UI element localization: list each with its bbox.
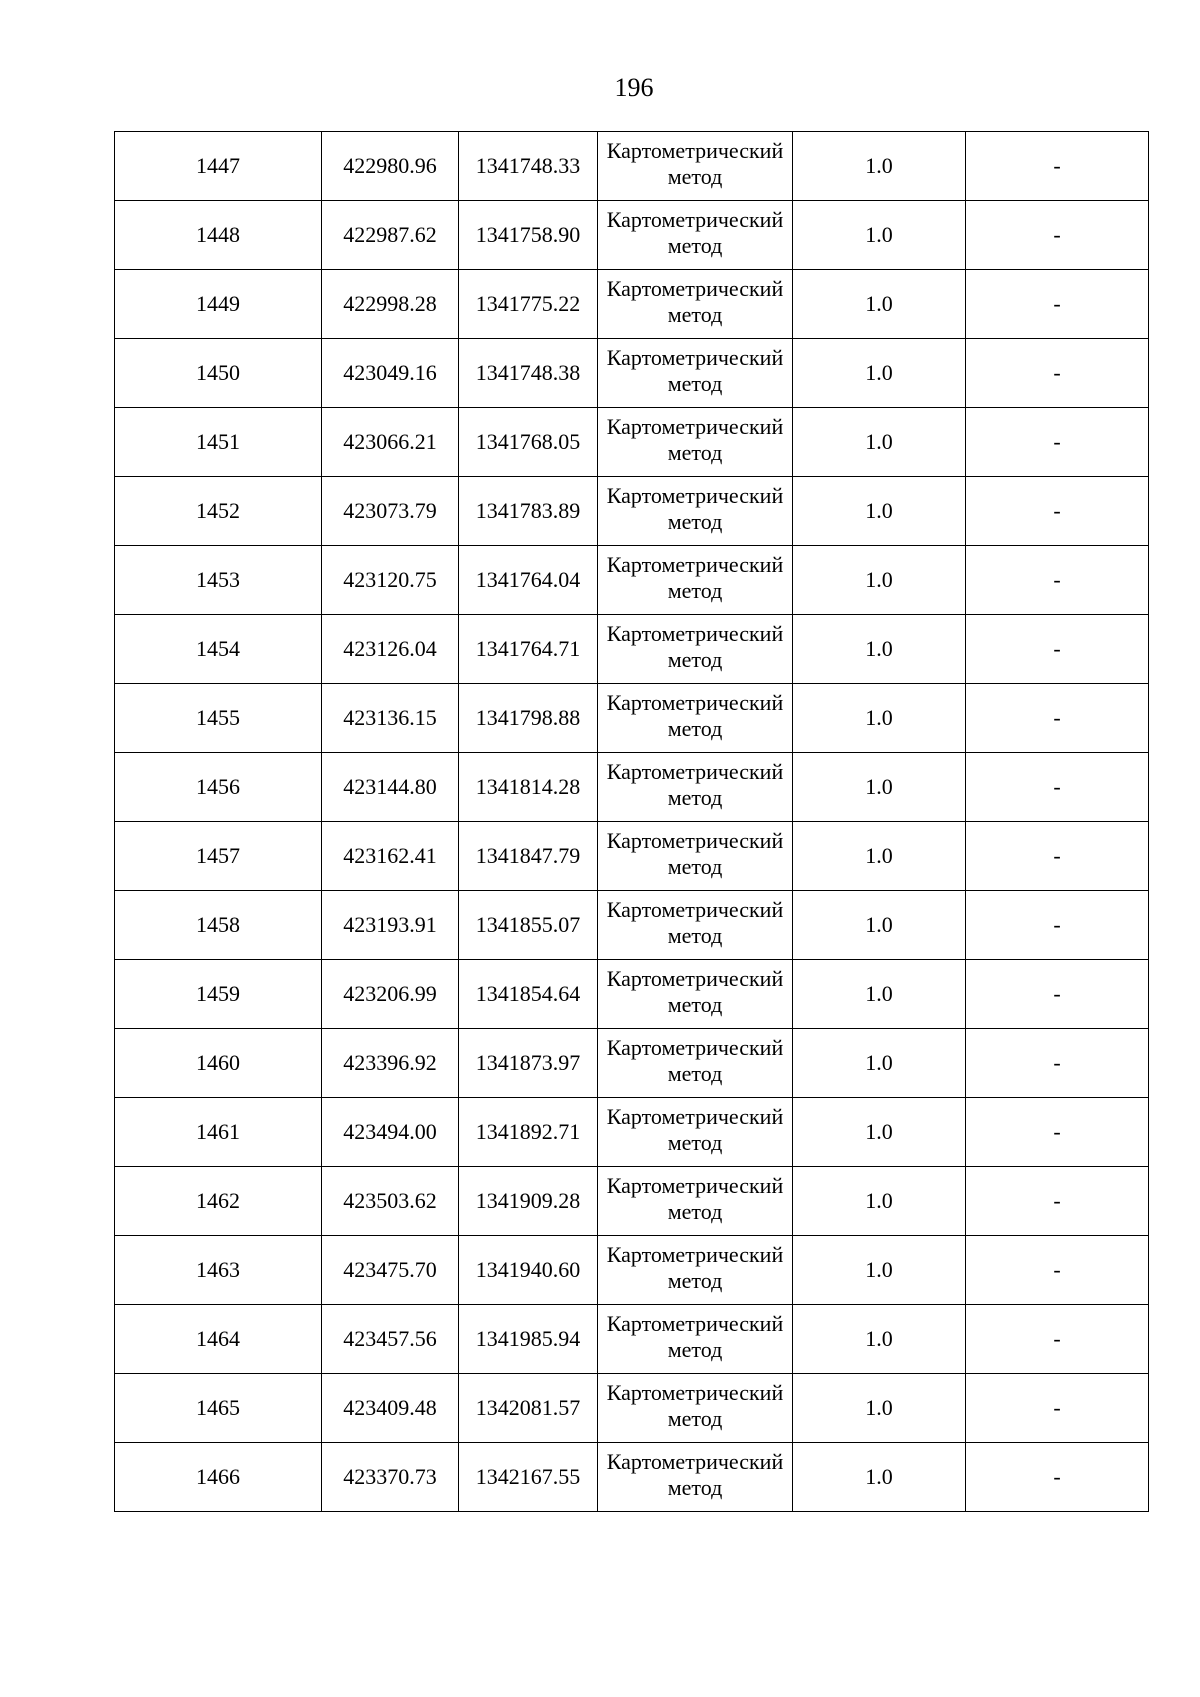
cell-y-coordinate: 1341764.04 [459, 546, 598, 615]
method-line-2: метод [667, 233, 723, 258]
cell-y-coordinate: 1341873.97 [459, 1029, 598, 1098]
cell-accuracy: 1.0 [793, 822, 966, 891]
method-line-2: метод [667, 1130, 723, 1155]
method-line-2: метод [667, 1475, 723, 1500]
cell-method [598, 753, 793, 822]
cell-x-coordinate: 422980.96 [322, 132, 459, 201]
cell-method [598, 684, 793, 753]
cell-method [598, 546, 793, 615]
table-row [115, 753, 1149, 822]
cell-y-coordinate: 1341940.60 [459, 1236, 598, 1305]
cell-x-coordinate: 423503.62 [322, 1167, 459, 1236]
method-line-2: метод [667, 647, 723, 672]
cell-description: - [966, 546, 1149, 615]
cell-method [598, 201, 793, 270]
table-row [115, 1236, 1149, 1305]
cell-y-coordinate: 1341854.64 [459, 960, 598, 1029]
cell-x-coordinate: 423144.80 [322, 753, 459, 822]
method-line-1: Картометрический [606, 1242, 784, 1267]
table-row [115, 201, 1149, 270]
table-row [115, 960, 1149, 1029]
cell-accuracy: 1.0 [793, 960, 966, 1029]
cell-point-number: 1454 [115, 615, 322, 684]
cell-method [598, 408, 793, 477]
cell-method [598, 477, 793, 546]
cell-x-coordinate: 423409.48 [322, 1374, 459, 1443]
cell-description: - [966, 201, 1149, 270]
method-line-1: Картометрический [606, 1311, 784, 1336]
method-line-2: метод [667, 854, 723, 879]
cell-description: - [966, 822, 1149, 891]
cell-y-coordinate: 1341768.05 [459, 408, 598, 477]
cell-description: - [966, 132, 1149, 201]
cell-point-number: 1448 [115, 201, 322, 270]
table-row [115, 477, 1149, 546]
cell-accuracy: 1.0 [793, 1374, 966, 1443]
table-body [115, 132, 1149, 1512]
cell-description: - [966, 339, 1149, 408]
cell-description: - [966, 1098, 1149, 1167]
cell-accuracy: 1.0 [793, 1443, 966, 1512]
cell-x-coordinate: 423162.41 [322, 822, 459, 891]
cell-accuracy: 1.0 [793, 408, 966, 477]
cell-accuracy: 1.0 [793, 1236, 966, 1305]
cell-method [598, 615, 793, 684]
method-line-1: Картометрический [606, 483, 784, 508]
cell-x-coordinate: 423494.00 [322, 1098, 459, 1167]
table-row [115, 1374, 1149, 1443]
method-line-2: метод [667, 509, 723, 534]
cell-method [598, 891, 793, 960]
cell-y-coordinate: 1341909.28 [459, 1167, 598, 1236]
cell-description: - [966, 477, 1149, 546]
cell-x-coordinate: 423066.21 [322, 408, 459, 477]
method-line-2: метод [667, 716, 723, 741]
cell-point-number: 1449 [115, 270, 322, 339]
cell-method [598, 1443, 793, 1512]
cell-x-coordinate: 423049.16 [322, 339, 459, 408]
cell-method [598, 1236, 793, 1305]
cell-point-number: 1452 [115, 477, 322, 546]
table-row [115, 1098, 1149, 1167]
cell-y-coordinate: 1341748.38 [459, 339, 598, 408]
table-row [115, 339, 1149, 408]
cell-y-coordinate: 1341847.79 [459, 822, 598, 891]
cell-point-number: 1457 [115, 822, 322, 891]
cell-accuracy: 1.0 [793, 615, 966, 684]
method-line-2: метод [667, 440, 723, 465]
table-row [115, 408, 1149, 477]
table-row [115, 1443, 1149, 1512]
cell-method [598, 339, 793, 408]
cell-accuracy: 1.0 [793, 891, 966, 960]
table-row [115, 891, 1149, 960]
cell-method [598, 1305, 793, 1374]
cell-y-coordinate: 1341798.88 [459, 684, 598, 753]
cell-accuracy: 1.0 [793, 132, 966, 201]
cell-method [598, 822, 793, 891]
cell-method [598, 1374, 793, 1443]
method-line-1: Картометрический [606, 138, 784, 163]
table-row [115, 1029, 1149, 1098]
method-line-1: Картометрический [606, 1104, 784, 1129]
method-line-1: Картометрический [606, 414, 784, 439]
cell-y-coordinate: 1341985.94 [459, 1305, 598, 1374]
cell-description: - [966, 1443, 1149, 1512]
cell-point-number: 1466 [115, 1443, 322, 1512]
cell-y-coordinate: 1341855.07 [459, 891, 598, 960]
cell-description: - [966, 1305, 1149, 1374]
table-row [115, 684, 1149, 753]
cell-y-coordinate: 1341892.71 [459, 1098, 598, 1167]
cell-x-coordinate: 423396.92 [322, 1029, 459, 1098]
method-line-1: Картометрический [606, 690, 784, 715]
cell-y-coordinate: 1341764.71 [459, 615, 598, 684]
cell-accuracy: 1.0 [793, 270, 966, 339]
table-row [115, 822, 1149, 891]
cell-point-number: 1458 [115, 891, 322, 960]
cell-accuracy: 1.0 [793, 339, 966, 408]
method-line-1: Картометрический [606, 897, 784, 922]
cell-y-coordinate: 1341748.33 [459, 132, 598, 201]
method-line-1: Картометрический [606, 828, 784, 853]
method-line-2: метод [667, 1337, 723, 1362]
cell-x-coordinate: 423136.15 [322, 684, 459, 753]
method-line-2: метод [667, 164, 723, 189]
table-row [115, 1167, 1149, 1236]
cell-accuracy: 1.0 [793, 684, 966, 753]
cell-y-coordinate: 1341783.89 [459, 477, 598, 546]
cell-method [598, 1029, 793, 1098]
cell-point-number: 1455 [115, 684, 322, 753]
cell-accuracy: 1.0 [793, 1029, 966, 1098]
cell-x-coordinate: 423120.75 [322, 546, 459, 615]
cell-y-coordinate: 1342167.55 [459, 1443, 598, 1512]
cell-description: - [966, 960, 1149, 1029]
method-line-1: Картометрический [606, 1035, 784, 1060]
cell-point-number: 1465 [115, 1374, 322, 1443]
coordinates-table [114, 131, 1149, 1512]
cell-x-coordinate: 423457.56 [322, 1305, 459, 1374]
cell-point-number: 1447 [115, 132, 322, 201]
table-row [115, 615, 1149, 684]
method-line-2: метод [667, 785, 723, 810]
cell-method [598, 1167, 793, 1236]
cell-description: - [966, 270, 1149, 339]
method-line-1: Картометрический [606, 1173, 784, 1198]
cell-y-coordinate: 1341758.90 [459, 201, 598, 270]
cell-description: - [966, 1029, 1149, 1098]
cell-point-number: 1464 [115, 1305, 322, 1374]
cell-description: - [966, 1236, 1149, 1305]
method-line-2: метод [667, 302, 723, 327]
cell-accuracy: 1.0 [793, 546, 966, 615]
cell-accuracy: 1.0 [793, 753, 966, 822]
cell-x-coordinate: 423370.73 [322, 1443, 459, 1512]
cell-accuracy: 1.0 [793, 1167, 966, 1236]
cell-point-number: 1451 [115, 408, 322, 477]
cell-accuracy: 1.0 [793, 1305, 966, 1374]
cell-x-coordinate: 423475.70 [322, 1236, 459, 1305]
cell-point-number: 1450 [115, 339, 322, 408]
cell-accuracy: 1.0 [793, 201, 966, 270]
cell-point-number: 1462 [115, 1167, 322, 1236]
cell-point-number: 1460 [115, 1029, 322, 1098]
cell-point-number: 1463 [115, 1236, 322, 1305]
cell-method [598, 1098, 793, 1167]
method-line-1: Картометрический [606, 276, 784, 301]
cell-description: - [966, 1374, 1149, 1443]
cell-method [598, 960, 793, 1029]
cell-point-number: 1453 [115, 546, 322, 615]
method-line-2: метод [667, 992, 723, 1017]
table-row [115, 270, 1149, 339]
cell-description: - [966, 1167, 1149, 1236]
cell-x-coordinate: 423193.91 [322, 891, 459, 960]
method-line-1: Картометрический [606, 207, 784, 232]
cell-accuracy: 1.0 [793, 1098, 966, 1167]
table-row [115, 546, 1149, 615]
method-line-2: метод [667, 1406, 723, 1431]
method-line-1: Картометрический [606, 1380, 784, 1405]
method-line-2: метод [667, 578, 723, 603]
cell-y-coordinate: 1342081.57 [459, 1374, 598, 1443]
cell-x-coordinate: 423126.04 [322, 615, 459, 684]
cell-y-coordinate: 1341775.22 [459, 270, 598, 339]
method-line-2: метод [667, 1268, 723, 1293]
cell-method [598, 270, 793, 339]
method-line-2: метод [667, 1061, 723, 1086]
cell-description: - [966, 753, 1149, 822]
cell-y-coordinate: 1341814.28 [459, 753, 598, 822]
cell-description: - [966, 615, 1149, 684]
method-line-1: Картометрический [606, 759, 784, 784]
method-line-1: Картометрический [606, 345, 784, 370]
cell-method [598, 132, 793, 201]
table-row [115, 1305, 1149, 1374]
table-row [115, 132, 1149, 201]
cell-point-number: 1461 [115, 1098, 322, 1167]
cell-x-coordinate: 422987.62 [322, 201, 459, 270]
cell-description: - [966, 684, 1149, 753]
cell-x-coordinate: 423073.79 [322, 477, 459, 546]
page-number: 196 [614, 73, 654, 102]
method-line-2: метод [667, 1199, 723, 1224]
method-line-2: метод [667, 923, 723, 948]
cell-point-number: 1459 [115, 960, 322, 1029]
method-line-1: Картометрический [606, 1449, 784, 1474]
cell-description: - [966, 891, 1149, 960]
method-line-1: Картометрический [606, 621, 784, 646]
method-line-1: Картометрический [606, 552, 784, 577]
cell-x-coordinate: 422998.28 [322, 270, 459, 339]
cell-x-coordinate: 423206.99 [322, 960, 459, 1029]
method-line-2: метод [667, 371, 723, 396]
method-line-1: Картометрический [606, 966, 784, 991]
cell-accuracy: 1.0 [793, 477, 966, 546]
cell-point-number: 1456 [115, 753, 322, 822]
cell-description: - [966, 408, 1149, 477]
